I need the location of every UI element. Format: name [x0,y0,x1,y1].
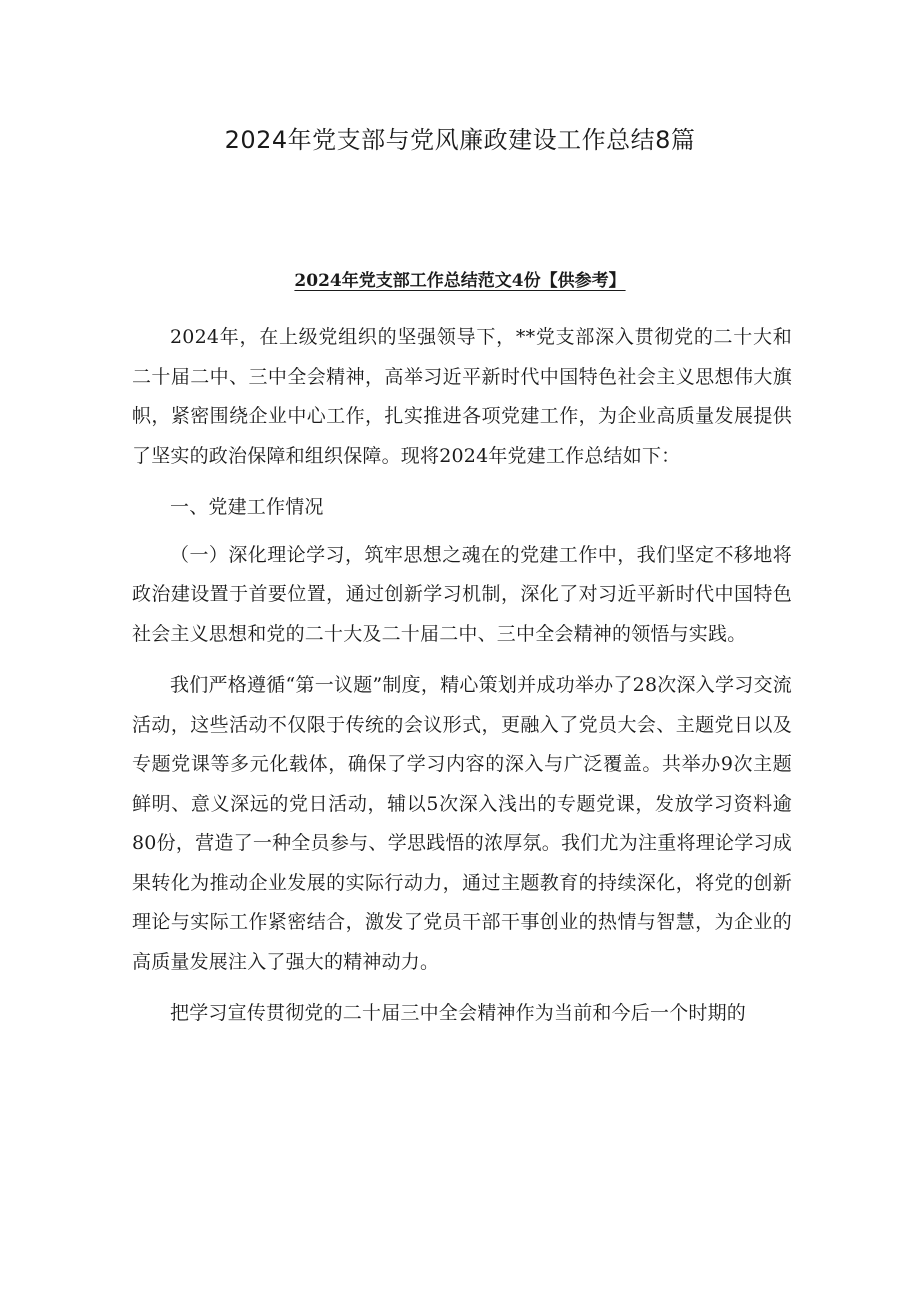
document-body [132,318,792,1042]
paragraph-intro: 2024年，在上级党组织的坚强领导下，**党支部深入贯彻党的二十大和二十届二中、三中全会精神，高举习近平新时代中国特色社会主义思想伟大旗帜，紧密围绕企业中心工作，扎实推进各项党建工作，为企业高质量发展提供了坚实的政治保障和组织保障。现将2024年党建工作总结如下： [132,326,792,467]
section-heading-text: 2024年党支部工作总结范文4份【供参考】 [294,271,626,291]
document-title: 2024年党支部与党风廉政建设工作总结8篇 [224,126,696,154]
section-heading [0,266,920,291]
paragraph-third-plenum: 把学习宣传贯彻党的二十届三中全会精神作为当前和今后一个时期的 [170,1002,747,1024]
paragraph-first-topic: 我们严格遵循“第一议题”制度，精心策划并成功举办了28次深入学习交流活动，这些活动不仅限于传统的会议形式，更融入了党员大会、主题党日以及专题党课等多元化载体，确保了学习内容的深入与广泛覆盖。共举办9次主题鲜明、意义深远的党日活动，辅以5次深入浅出的专题党课，发放学习资料逾80份，营造了一种全员参与、学思践悟的浓厚氛。我们尤为注重将理论学习成果转化为推动企业发展的实际行动力，通过主题教育的持续深化，将党的创新理论与实际工作紧密结合，激发了党员干部干事创业的热情与智慧，为企业的高质量发展注入了强大的精神动力。 [132,674,792,973]
paragraph-subheading: 一、党建工作情况 [170,496,324,518]
paragraph-theory-study: （一）深化理论学习，筑牢思想之魂在的党建工作中，我们坚定不移地将政治建设置于首要位置，通过创新学习机制，深化了对习近平新时代中国特色社会主义思想和党的二十大及二十届二中、三中全会精神的领悟与实践。 [132,543,792,645]
